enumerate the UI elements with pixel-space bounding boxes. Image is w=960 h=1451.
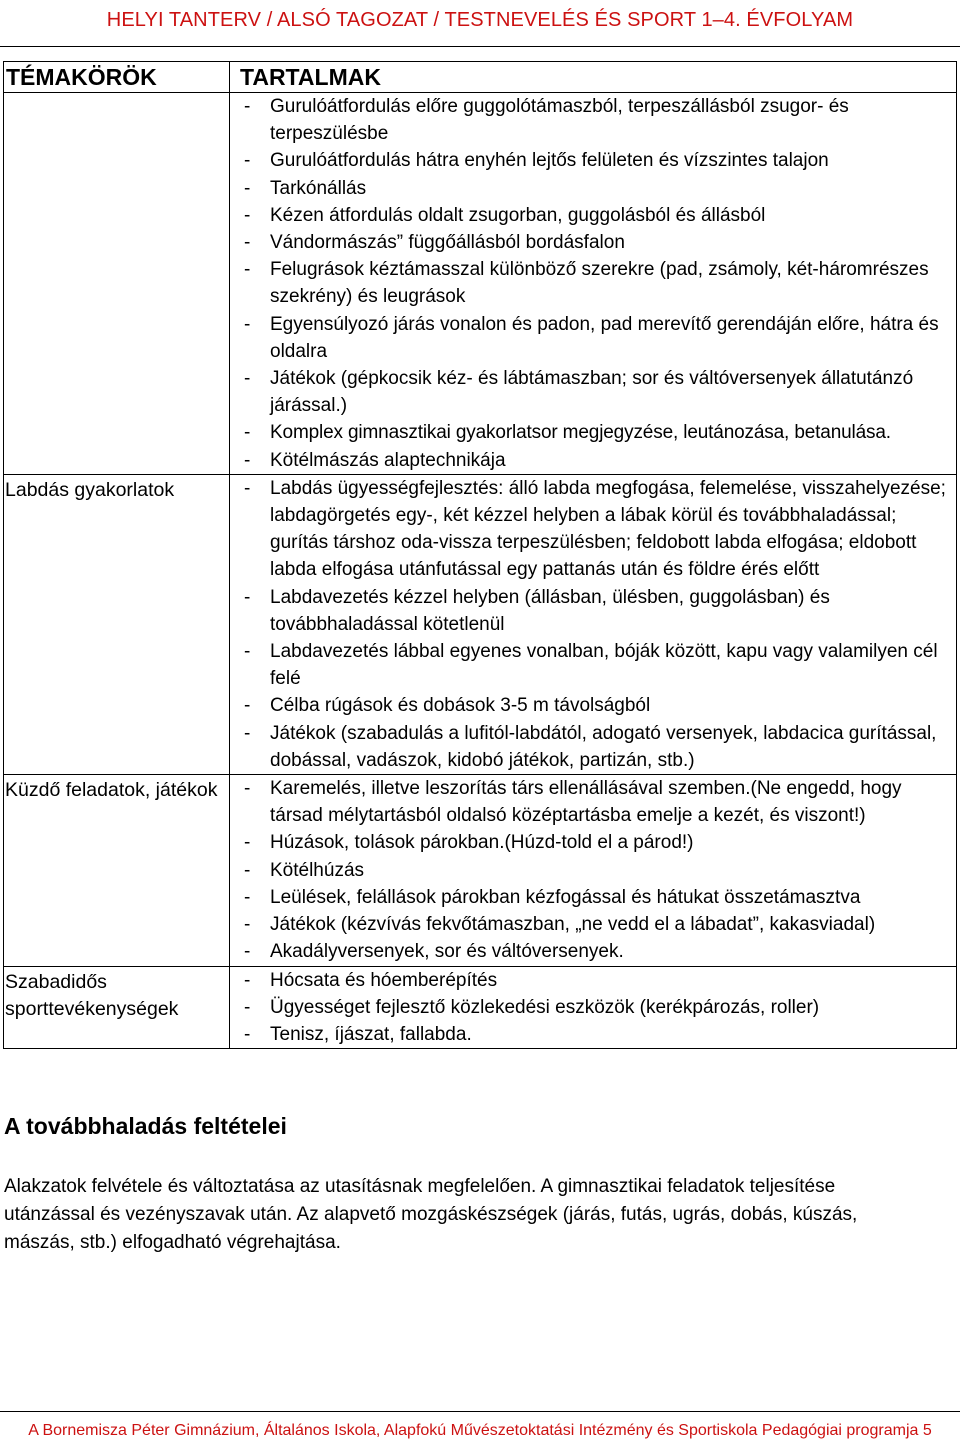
list-item-text: Komplex gimnasztikai gyakorlatsor megjegyzése, leutánozása, betanulása.: [270, 422, 891, 444]
topic-cell: Labdás gyakorlatok: [4, 474, 230, 774]
topics-header: TÉMAKÖRÖK: [4, 62, 230, 93]
bullet-dash: -: [244, 859, 251, 881]
bullet-dash: -: [244, 313, 251, 335]
list-item-text: Célba rúgások és dobások 3-5 m távolságból: [270, 695, 651, 717]
page-header: [0, 6, 960, 47]
list-item-text: Karemelés, illetve leszorítás társ ellenállásával szemben.(Ne engedd, hogy társad mélytartásból oldalsó középtartásba emelje a kezét, és viszont!): [270, 778, 902, 827]
list-item: [230, 911, 952, 938]
list-item: [230, 175, 952, 202]
list-item-text: Játékok (szabadulás a lufitól-labdától, adogató versenyek, labdacica gurítással, dobással, vadászok, kidobó játékok, partizán, stb.): [270, 722, 937, 771]
bullet-dash: -: [244, 422, 251, 444]
list-item: [230, 229, 952, 256]
list-item: [230, 1021, 952, 1048]
list-item-text: Tarkónállás: [270, 177, 367, 199]
list-item-text: Játékok (gépkocsik kéz- és lábtámaszban; sor és váltóversenyek állatutánzó járással.): [270, 368, 914, 417]
topic-cell: [4, 93, 230, 475]
bullet-dash: -: [244, 449, 251, 471]
topic-cell: Küzdő feladatok, játékok: [4, 775, 230, 966]
list-item-text: Labdás ügyességfejlesztés: álló labda megfogása, felemelése, visszahelyezése; labdagörgetés egy-, két kézzel helyben a lábak körül és továbbhaladással; gurítás társhoz oda-vissza terpeszülésben; feldobott labda elfogása; eldobott labda elfogása utánfutással egy pattanás után és földre érés előtt: [270, 477, 946, 581]
list-item: [230, 994, 952, 1021]
list-item-text: Kötélmászás alaptechnikája: [270, 449, 506, 471]
bullet-dash: -: [244, 941, 251, 963]
bullet-dash: -: [244, 1023, 251, 1045]
bullet-dash: -: [244, 586, 251, 608]
bullet-dash: -: [244, 477, 251, 499]
table-row: [4, 966, 957, 1049]
list-item: [230, 967, 952, 994]
header-title: HELYI TANTERV / ALSÓ TAGOZAT / TESTNEVELÉS ÉS SPORT 1–4. ÉVFOLYAM: [106, 9, 854, 31]
list-item-text: Tenisz, íjászat, fallabda.: [270, 1023, 472, 1045]
list-item-text: Gurulóátfordulás hátra enyhén lejtős felületen és vízszintes talajon: [270, 150, 829, 172]
bullet-dash: -: [244, 177, 251, 199]
list-item: [230, 775, 952, 829]
list-item-text: Felugrások kéztámasszal különböző szerekre (pad, zsámoly, két-háromrészes szekrény) és leugrások: [270, 259, 929, 308]
list-item-text: Vándormászás” függőállásból bordásfalon: [270, 232, 625, 254]
list-item-text: Kézen átfordulás oldalt zsugorban, guggolásból és állásból: [270, 204, 766, 226]
list-item: [230, 256, 952, 310]
list-item: [230, 584, 952, 638]
bullet-dash: -: [244, 259, 251, 281]
list-item-text: Egyensúlyozó járás vonalon és padon, pad merevítő gerendáján előre, hátra és oldalra: [270, 313, 939, 362]
list-item: [230, 365, 952, 419]
table-row: [4, 775, 957, 966]
list-item: [230, 692, 952, 719]
list-item: [230, 202, 952, 229]
content-cell: [230, 775, 957, 966]
bullet-dash: -: [244, 232, 251, 254]
list-item-text: Akadályversenyek, sor és váltóversenyek.: [270, 941, 624, 963]
bullet-dash: -: [244, 96, 251, 117]
topic-cell: Szabadidős sporttevékenységek: [4, 966, 230, 1049]
table-body: [4, 93, 957, 1049]
page-footer: [0, 1411, 960, 1451]
bullet-dash: -: [244, 969, 251, 991]
table-row: [4, 474, 957, 774]
list-item: [230, 938, 952, 965]
list-item-text: Labdavezetés kézzel helyben (állásban, ülésben, guggolásban) és továbbhaladással kötetlenül: [270, 586, 830, 635]
list-item-text: Húzások, tolások párokban.(Húzd-told el a párod!): [270, 832, 694, 854]
footer-text: A Bornemisza Péter Gimnázium, Általános Iskola, Alapfokú Művészetoktatási Intézmény és Sportiskola Pedagógiai programja 5: [28, 1422, 932, 1439]
list-item: [230, 884, 952, 911]
bullet-dash: -: [244, 778, 251, 800]
list-item-text: Labdavezetés lábbal egyenes vonalban, bóják között, kapu vagy valamilyen cél felé: [270, 641, 938, 690]
list-item-text: Hócsata és hóemberépítés: [270, 969, 498, 991]
list-item: [230, 311, 952, 365]
list-item-text: Játékok (kézvívás fekvőtámaszban, „ne vedd el a lábadat”, kakasviadal): [270, 914, 876, 936]
bullet-dash: -: [244, 150, 251, 172]
table-header-row: [4, 62, 957, 93]
bullet-dash: -: [244, 368, 251, 390]
topics-table: [3, 61, 957, 1049]
list-item-text: Kötélhúzás: [270, 859, 365, 881]
list-item: [230, 147, 952, 174]
list-item: [230, 829, 952, 856]
content-cell: [230, 93, 957, 475]
list-item: [230, 857, 952, 884]
bullet-dash: -: [244, 641, 251, 663]
bullet-dash: -: [244, 914, 251, 936]
list-item: [230, 475, 952, 584]
progress-paragraph: Alakzatok felvétele és változtatása az utasításnak megfelelően. A gimnasztikai feladatok teljesítése utánzással és vezényszavak után. Az alapvető mozgáskészségek (járás, futás, ugrás, dobás, kúszás, mászás, stb.) elfogadható végrehajtása.: [4, 1176, 858, 1253]
list-item-text: Gurulóátfordulás előre guggolótámaszból, terpeszállásból zsugor- és terpeszülésbe: [270, 96, 849, 145]
content-cell: [230, 474, 957, 774]
list-item-text: Ügyességet fejlesztő közlekedési eszközök (kerékpározás, roller): [270, 996, 820, 1018]
bullet-dash: -: [244, 832, 251, 854]
list-item: [230, 419, 952, 446]
bullet-dash: -: [244, 886, 251, 908]
bullet-dash: -: [244, 695, 251, 717]
list-item: [230, 720, 952, 774]
contents-header: TARTALMAK: [230, 62, 957, 93]
bullet-dash: -: [244, 996, 251, 1018]
table-row: [4, 93, 957, 475]
list-item: [230, 447, 952, 474]
bullet-dash: -: [244, 204, 251, 226]
bullet-dash: -: [244, 722, 251, 744]
progress-section-title: A továbbhaladás feltételei: [4, 1113, 287, 1139]
list-item-text: Leülések, felállások párokban kézfogással és hátukat összetámasztva: [270, 886, 861, 908]
list-item: [230, 638, 952, 692]
list-item: [230, 93, 952, 147]
content-cell: [230, 966, 957, 1049]
